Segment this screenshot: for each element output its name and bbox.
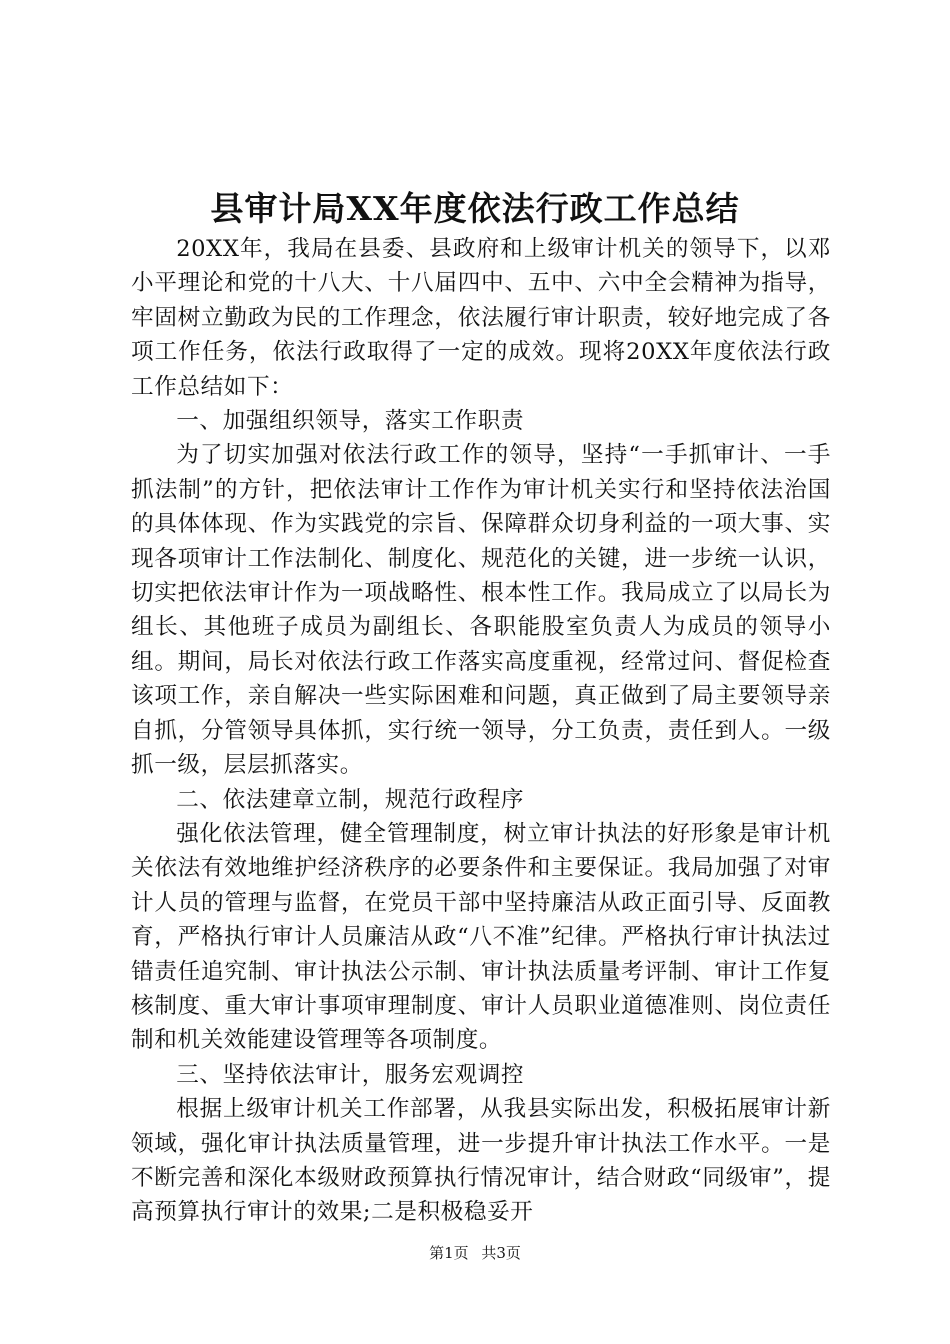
intro-paragraph: 20XX年，我局在县委、县政府和上级审计机关的领导下，以邓小平理论和党的十八大、十八届四中、五中、六中全会精神为指导，牢固树立勤政为民的工作理念，依法履行审计职责，较好地完成了各项工作任务，依法行政取得了一定的成效。现将20XX年度依法行政工作总结如下：: [131, 236, 831, 400]
section-paragraph-2: 强化依法管理，健全管理制度，树立审计执法的好形象是审计机关依法有效地维护经济秩序的必要条件和主要保证。我局加强了对审计人员的管理与监督，在党员干部中坚持廉洁从政正面引导、反面教育，严格执行审计人员廉洁从政“八不准”纪律。严格执行审计执法过错责任追究制、审计执法公示制、审计执法质量考评制、审计工作复核制度、重大审计事项审理制度、审计人员职业道德准则、岗位责任制和机关效能建设管理等各项制度。: [131, 820, 831, 1054]
section-heading-2: 二、依法建章立制，规范行政程序: [176, 786, 525, 813]
document-title: 县审计局XX年度依法行政工作总结: [210, 189, 740, 228]
section-paragraph-1: 为了切实加强对依法行政工作的领导，坚持“一手抓审计、一手抓法制”的方针，把依法审计工作作为审计机关实行和坚持依法治国的具体体现、作为实践党的宗旨、保障群众切身利益的一项大事、实现各项审计工作法制化、制度化、规范化的关键，进一步统一认识，切实把依法审计作为一项战略性、根本性工作。我局成立了以局长为组长、其他班子成员为副组长、各职能股室负责人为成员的领导小组。期间，局长对依法行政工作落实高度重视，经常过问、督促检查该项工作，亲自解决一些实际困难和问题，真正做到了局主要领导亲自抓，分管领导具体抓，实行统一领导，分工负责，责任到人。一级抓一级，层层抓落实。: [131, 442, 831, 779]
page-footer: [0, 1243, 950, 1263]
section-paragraph-3: 根据上级审计机关工作部署，从我县实际出发，积极拓展审计新领域，强化审计执法质量管理，进一步提升审计执法工作水平。一是不断完善和深化本级财政预算执行情况审计，结合财政“同级审”，提高预算执行审计的效果;二是积极稳妥开: [131, 1096, 831, 1226]
section-heading-3: 三、坚持依法审计，服务宏观调控: [176, 1061, 525, 1088]
document-body: [131, 232, 831, 1230]
page-total: 共3页: [481, 1244, 521, 1262]
page-number: 第1页: [429, 1244, 469, 1262]
section-heading-1: 一、加强组织领导，落实工作职责: [176, 408, 525, 435]
